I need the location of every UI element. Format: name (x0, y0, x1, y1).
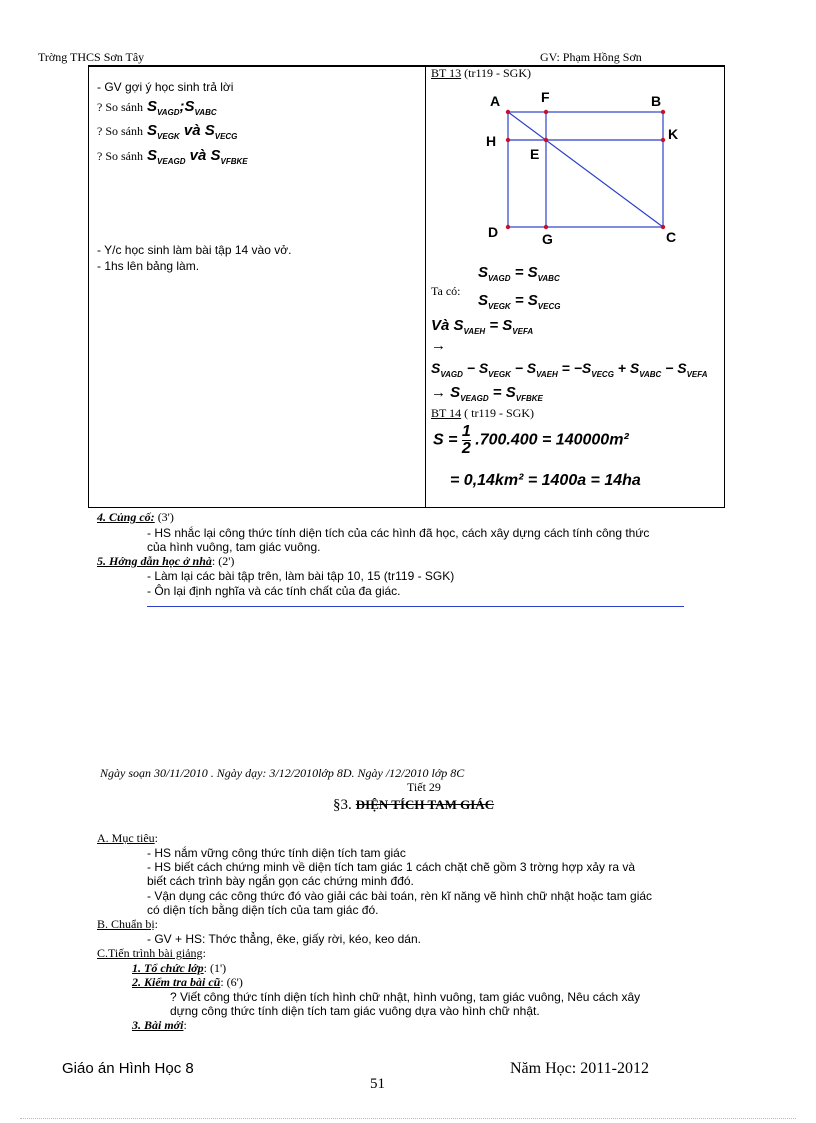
diagonal-ac (508, 112, 663, 227)
section-4-title: 4. Củng cố: (3') (97, 510, 174, 524)
left-question-1: ? So sánh $S_{VAGD};S_{VABC}$ (97, 98, 217, 117)
eq-area-units: = 0,14km² = 1400a = 14ha (450, 472, 641, 489)
eq-area: S = $\frac{1}{2}$ .700.400 = 140000m² (433, 423, 629, 457)
step-2: 2. Kiểm tra bài cũ: (6') (132, 975, 243, 989)
section-4-line1: - HS nhắc lại công thức tính diện tích của các hình đã học, cách xây dựng cách tính công thức (147, 526, 650, 540)
label-g: G (542, 231, 553, 247)
label-h: H (486, 133, 497, 149)
header-school: Trờng THCS Sơn Tây (38, 50, 145, 64)
eq-1: $S_{VAGD} = S_{VABC}$ (478, 264, 560, 283)
section-4-line2: của hình vuông, tam giác vuông. (147, 540, 321, 554)
table-mid-border (425, 65, 426, 507)
step-3: 3. Bài mới: (132, 1018, 187, 1032)
preparation: - GV + HS: Thớc thẳng, êke, giấy rời, kéo, keo dán. (147, 932, 421, 946)
objective-3: - Vận dụng các công thức đó vào giải các bài toán, rèn kĩ năng vẽ hình chữ nhật hoặc tam giác (147, 889, 653, 903)
left-question-2: ? So sánh $S_{VEGK}$ và $S_{VECG}$ (97, 122, 238, 141)
table-left-border (88, 65, 89, 507)
label-f: F (541, 89, 550, 105)
section-b-title: B. Chuẩn bị: (97, 917, 159, 931)
table-right-border (724, 65, 725, 507)
table-bottom-border (88, 507, 725, 508)
ta-co-label: Ta có: (431, 284, 461, 298)
bt13-heading: BT 13 (tr119 - SGK) (431, 66, 532, 80)
header-rule (88, 65, 724, 67)
eq-5: → $S_{VEAGD} = S_{VFBKE}$ (431, 384, 543, 403)
footer-right: Năm Học: 2011-2012 (510, 1060, 649, 1077)
section-a-title: A. Mục tiêu: (97, 831, 158, 845)
label-c: C (666, 229, 677, 245)
section-5-line1: - Làm lại các bài tập trên, làm bài tập 10, 15 (tr119 - SGK) (147, 569, 455, 583)
lesson-tiet: Tiết 29 (407, 780, 441, 794)
geometry-figure (470, 84, 700, 254)
section-5-line2: - Ôn lại định nghĩa và các tính chất của đa giác. (147, 584, 401, 598)
step-2-question-1: ? Viết công thức tính diện tích hình chữ nhật, hình vuông, tam giác vuông, Nêu cách xây (170, 990, 641, 1004)
label-k: K (668, 126, 679, 142)
eq-4: $S_{VAGD} - S_{VEGK} - S_{VAEH} = -S_{VECG} + S_{VABC} - S_{VEFA}$ (431, 360, 708, 379)
eq-3: Và $S_{VAEH} = S_{VEFA}$ (431, 317, 534, 336)
lesson-title: §3. DIỆN TÍCH TAM GIÁC (333, 797, 495, 813)
objective-1: - HS nắm vững công thức tính diện tích tam giác (147, 846, 406, 860)
page-edge (20, 1118, 796, 1119)
label-b: B (651, 93, 662, 109)
label-a: A (490, 93, 501, 109)
left-question-3: ? So sánh $S_{VEAGD}$ và $S_{VFBKE}$ (97, 147, 248, 166)
step-2-question-2: dựng công thức tính diện tích tam giác vuông dựa vào hình chữ nhật. (170, 1004, 540, 1018)
left-task-2: - 1hs lên bảng làm. (97, 259, 200, 273)
left-hint: - GV gợi ý học sinh trả lời (97, 80, 234, 94)
label-d: D (488, 224, 499, 240)
lesson-dates: Ngày soạn 30/11/2010 . Ngày dạy: 3/12/2010lớp 8D. Ngày /12/2010 lớp 8C (100, 766, 465, 780)
arrow-1: → (431, 337, 446, 354)
footer-left: Giáo án Hình Học 8 (62, 1060, 194, 1077)
bt14-heading: BT 14 ( tr119 - SGK) (431, 406, 535, 420)
objective-2: - HS biết cách chứng minh về diện tích tam giác 1 cách chặt chẽ gồm 3 trờng hợp xảy ra và (147, 860, 636, 874)
section-divider (147, 606, 684, 607)
section-c-title: C.Tiến trình bài giảng: (97, 946, 206, 960)
eq-2: $S_{VEGK} = S_{VECG}$ (478, 292, 561, 311)
step-1: 1. Tổ chức lớp: (1') (132, 961, 227, 975)
header-teacher: GV: Phạm Hồng Sơn (540, 50, 642, 64)
label-e: E (530, 146, 540, 162)
page-number: 51 (370, 1076, 385, 1092)
section-5-title: 5. Hớng dẫn học ở nhà: (2') (97, 554, 235, 568)
objective-3b: có diện tích bằng diện tích của tam giác đó. (147, 903, 379, 917)
objective-2b: biết cách trình bày ngắn gọn các chứng minh đđó. (147, 874, 414, 888)
left-task: - Y/c học sinh làm bài tập 14 vào vở. (97, 243, 292, 257)
